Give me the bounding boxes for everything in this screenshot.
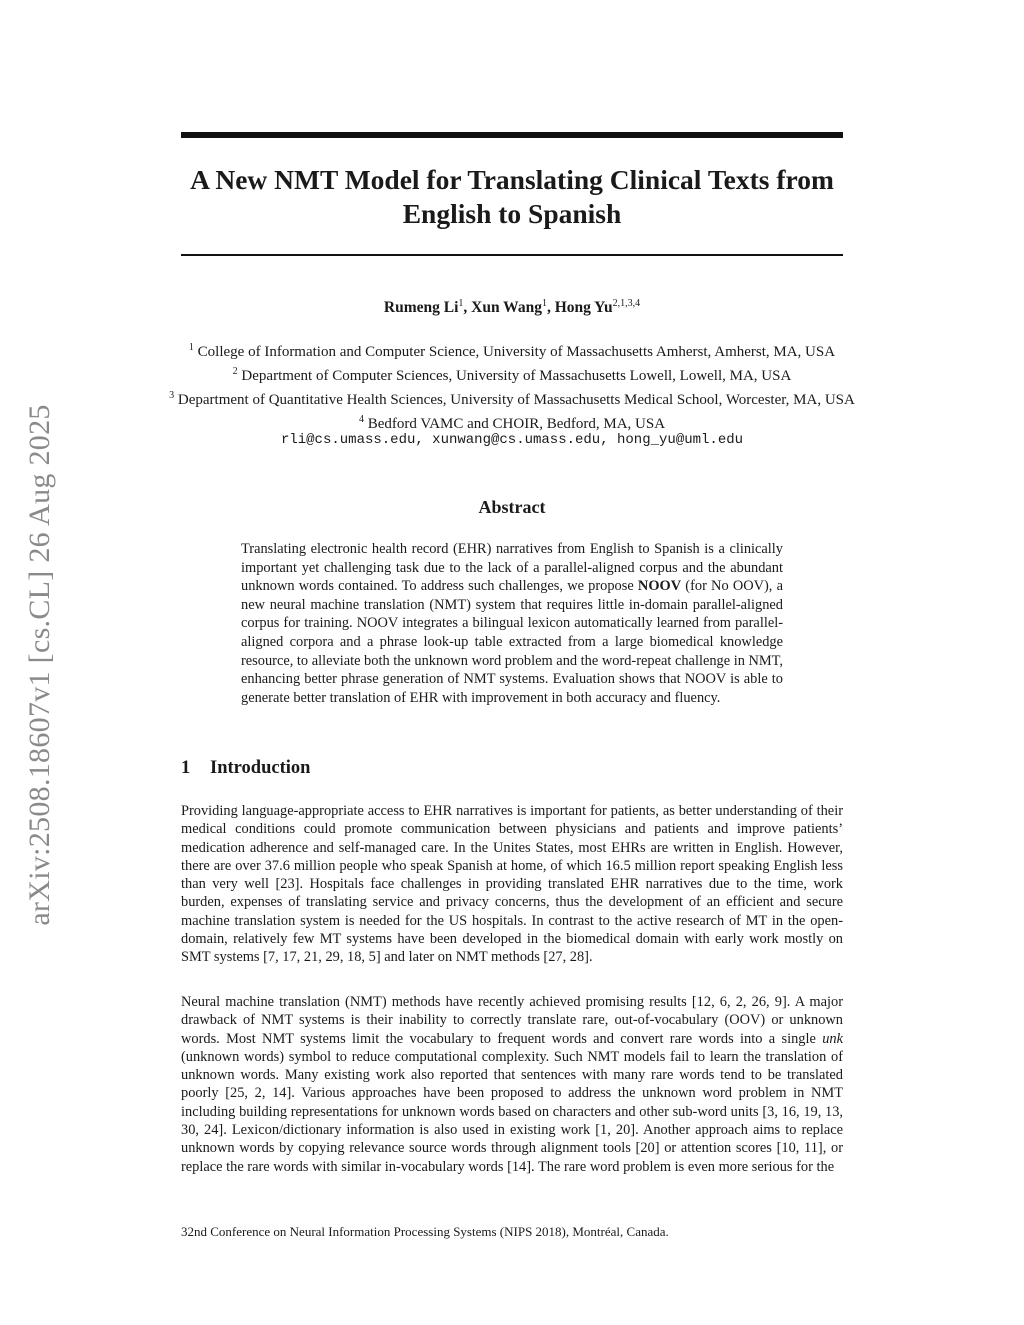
author-affil-mark: 2,1,3,4 [612,298,641,309]
abstract-text: (for No OOV), a new neural machine translation (NMT) system that requires little in-domain parallel-aligned corpus for training. NOOV integrates a bilingual lexicon automatically learned from parallel-aligned corpora and a phrase look-up table extracted from a large biomedical knowledge resource, to alleviate both the unknown word problem and the word-repeat challenge in NMT, enhancing better phrase generation of NMT systems. Evaluation shows that NOOV is able to generate better translation of EHR with improvement in both accuracy and fluency. [241,578,784,706]
title-line-2: English to Spanish [402,198,622,229]
affiliation [150,338,874,362]
affiliation-list [150,338,874,434]
abstract-text: Translating electronic health record (EHR) narratives from English to Spanish is a clinically important yet challenging task due to the lack of a parallel-aligned corpus and the abundant unknown words contained. To address such challenges, we propose [241,541,783,595]
author-name: Xun Wang [471,299,542,317]
author-list: Rumeng Li$^1$, Xun Wang$^1$, Hong Yu$^{2,1,3,4}$ [383,298,641,317]
abstract-body [241,540,783,707]
affiliation-mark: 2 [232,366,238,377]
intro-paragraph-1: Providing language-appropriate access to EHR narratives is important for patients, as better understanding of their medical conditions could promote communication between physicians and patients and improve patients’ medication adherence and self-managed care. In the Unites States, most EHRs are written in English. However, there are over 37.6 million people who speak Spanish at home, of which 16.5 million report speaking English less than very well [23]. Hospitals face challenges in providing translated EHR narratives due to the time, work burden, expenses of translating service and privacy concerns, thus the development of an efficient and secure machine translation system is needed for the US hospitals. In contrast to the active research of MT in the open-domain, relatively few MT systems have been developed in the biomedical domain with early work mostly on SMT systems [7, 17, 21, 29, 18, 5] and later on NMT methods [27, 28]. [181,803,843,966]
section-number: 1 [181,758,191,778]
affiliation-mark: 4 [358,414,364,425]
affiliation-mark: 3 [169,390,175,401]
section-title: Introduction [210,758,311,778]
system-name: NOOV [637,578,682,595]
affiliation [150,362,874,386]
author-affil-mark: 1 [458,298,464,309]
affiliation-text: College of Information and Computer Science, University of Massachusetts Amherst, Amherst, MA, USA [197,344,836,360]
affiliation-text: Department of Computer Sciences, University of Massachusetts Lowell, Lowell, MA, USA [241,368,792,384]
author-emails: rli@cs.umass.edu, xunwang@cs.umass.edu, hong_yu@uml.edu [280,432,744,448]
author-affil-mark: 1 [541,298,547,309]
author-name: Hong Yu [554,299,613,317]
affiliation [150,410,874,434]
affiliation [150,386,874,410]
arxiv-id: arXiv:2508.18607v1 [cs.CL] 26 Aug 2025 [23,404,56,926]
conference-footnote: 32nd Conference on Neural Information Processing Systems (NIPS 2018), Montréal, Canada. [181,1224,669,1239]
author-name: Rumeng Li [383,299,459,317]
intro-paragraph-2 [181,993,843,1176]
affiliation-text: Department of Quantitative Health Sciences, University of Massachusetts Medical School, Worcester, MA, USA [177,392,855,408]
affiliation-text: Bedford VAMC and CHOIR, Bedford, MA, USA [367,416,666,432]
affiliation-mark: 1 [188,342,194,353]
paragraph-text: (unknown words) symbol to reduce computational complexity. Such NMT models fail to learn the translation of unknown words. Many existing work also reported that sentences with many rare words tend to be translated poorly [25, 2, 14]. Various approaches have been proposed to address the unknown word problem in NMT including building representations for unknown words based on characters and other sub-word units [3, 16, 19, 13, 30, 24]. Lexicon/dictionary information is also used in existing work [1, 20]. Another approach aims to replace unknown words by copying relevance source words through alignment tools [20] or attention scores [10, 11], or replace the rare words with similar in-vocabulary words [14]. The rare word problem is even more serious for the [181,1048,843,1175]
paper-title [160,163,864,231]
title-line-1: A New NMT Model for Translating Clinical Texts from [190,164,834,195]
paragraph-text: Neural machine translation (NMT) methods have recently achieved promising results [12, 6, 2, 26, 9]. A major drawback of NMT systems is their inability to correctly translate rare, out-of-vocabulary (OOV) or unknown words. Most NMT systems limit the vocabulary to frequent words and convert rare words into a single [181,994,843,1047]
section-heading [181,758,310,779]
unk-symbol: unk [822,1030,843,1047]
title-bottom-rule [181,254,843,256]
title-top-rule [181,132,843,138]
abstract-heading: Abstract [478,497,546,517]
